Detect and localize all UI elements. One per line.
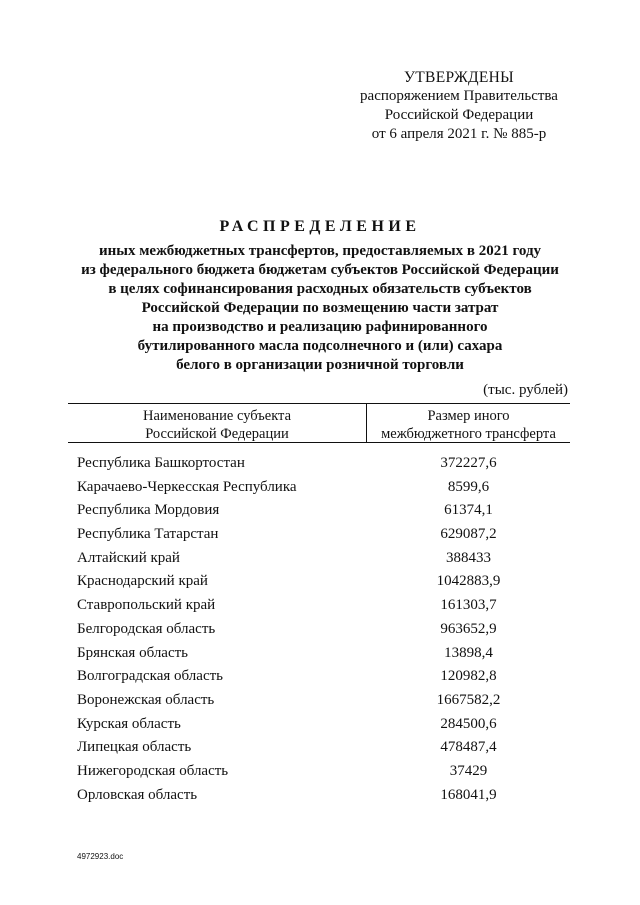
- transfer-amount: 284500,6: [440, 715, 497, 732]
- region-name: Волгоградская область: [77, 668, 223, 685]
- table-row: [0, 763, 640, 787]
- header-name-line-2: Российской Федерации: [145, 426, 289, 442]
- subtitle-line: иных межбюджетных трансфертов, предоставляемых в 2021 году: [98, 243, 542, 259]
- subtitle-line: из федерального бюджета бюджетам субъектов Российской Федерации: [81, 262, 559, 278]
- region-name: Орловская область: [77, 786, 198, 803]
- region-name: Липецкая область: [77, 739, 192, 756]
- table-row: [0, 573, 640, 597]
- transfer-amount: 168041,9: [440, 786, 497, 803]
- region-name: Нижегородская область: [77, 762, 229, 779]
- transfer-amount: 161303,7: [440, 597, 497, 614]
- table-row: [0, 787, 640, 811]
- header-amount: [367, 407, 570, 443]
- region-name: Алтайский край: [77, 549, 180, 566]
- table-row: [0, 550, 640, 574]
- table-row: [0, 621, 640, 645]
- table-row: [0, 479, 640, 503]
- region-name: Карачаево-Черкесская Республика: [77, 478, 297, 495]
- subtitle-line: Российской Федерации по возмещению части затрат: [141, 300, 499, 316]
- approval-line-1: распоряжением Правительства: [360, 88, 558, 104]
- document-code: 4972923.doc: [77, 852, 124, 861]
- transfer-amount: 963652,9: [440, 620, 497, 637]
- transfer-amount: 8599,6: [447, 478, 490, 495]
- table-row: [0, 526, 640, 550]
- table-row: [0, 645, 640, 669]
- region-name: Ставропольский край: [77, 597, 216, 614]
- region-name: Курская область: [77, 715, 181, 732]
- transfer-amount: 388433: [446, 549, 491, 566]
- region-name: Краснодарский край: [77, 573, 208, 590]
- transfer-amount: 1042883,9: [436, 573, 501, 590]
- table-row: [0, 739, 640, 763]
- region-name: Республика Татарстан: [77, 526, 219, 543]
- table-top-rule: [68, 403, 570, 404]
- document-subtitle: [40, 242, 600, 375]
- transfer-amount: 629087,2: [440, 526, 497, 543]
- transfer-amount: 1667582,2: [436, 691, 501, 708]
- transfer-amount: 61374,1: [444, 502, 493, 519]
- subtitle-line: бутилированного масла подсолнечного и (или) сахара: [137, 338, 503, 354]
- region-name: Воронежская область: [77, 691, 215, 708]
- transfer-amount: 478487,4: [440, 739, 497, 756]
- table-row: [0, 716, 640, 740]
- header-amount-line-1: Размер иного: [427, 408, 510, 424]
- table-row: [0, 692, 640, 716]
- table-body: [0, 455, 640, 810]
- region-name: Белгородская область: [77, 620, 216, 637]
- transfer-amount: 372227,6: [440, 455, 497, 471]
- header-name: [68, 407, 366, 443]
- subtitle-line: в целях софинансирования расходных обязательств субъектов: [108, 281, 532, 297]
- approval-line-2: Российской Федерации: [384, 107, 534, 123]
- table-row: [0, 502, 640, 526]
- region-name: Республика Башкортостан: [77, 455, 245, 471]
- transfer-amount: 37429: [449, 762, 488, 779]
- document-title: РАСПРЕДЕЛЕНИЕ: [219, 218, 421, 235]
- region-name: Брянская область: [77, 644, 189, 661]
- units-note: (тыс. рублей): [483, 382, 568, 398]
- subtitle-line: на производство и реализацию рафинированного: [152, 319, 488, 335]
- header-name-line-1: Наименование субъекта: [142, 408, 292, 424]
- table-row: [0, 597, 640, 621]
- transfer-amount: 120982,8: [440, 668, 497, 685]
- header-amount-line-2: межбюджетного трансферта: [381, 426, 556, 442]
- approval-block: [340, 68, 578, 144]
- header-bottom-rule: [68, 442, 570, 443]
- approval-line-3: от 6 апреля 2021 г. № 885-р: [371, 126, 547, 142]
- transfer-amount: 13898,4: [444, 644, 493, 661]
- approval-heading: УТВЕРЖДЕНЫ: [404, 69, 514, 86]
- table-row: [0, 668, 640, 692]
- subtitle-line: белого в организации розничной торговли: [176, 357, 464, 373]
- table-row: [0, 455, 640, 479]
- region-name: Республика Мордовия: [77, 502, 220, 519]
